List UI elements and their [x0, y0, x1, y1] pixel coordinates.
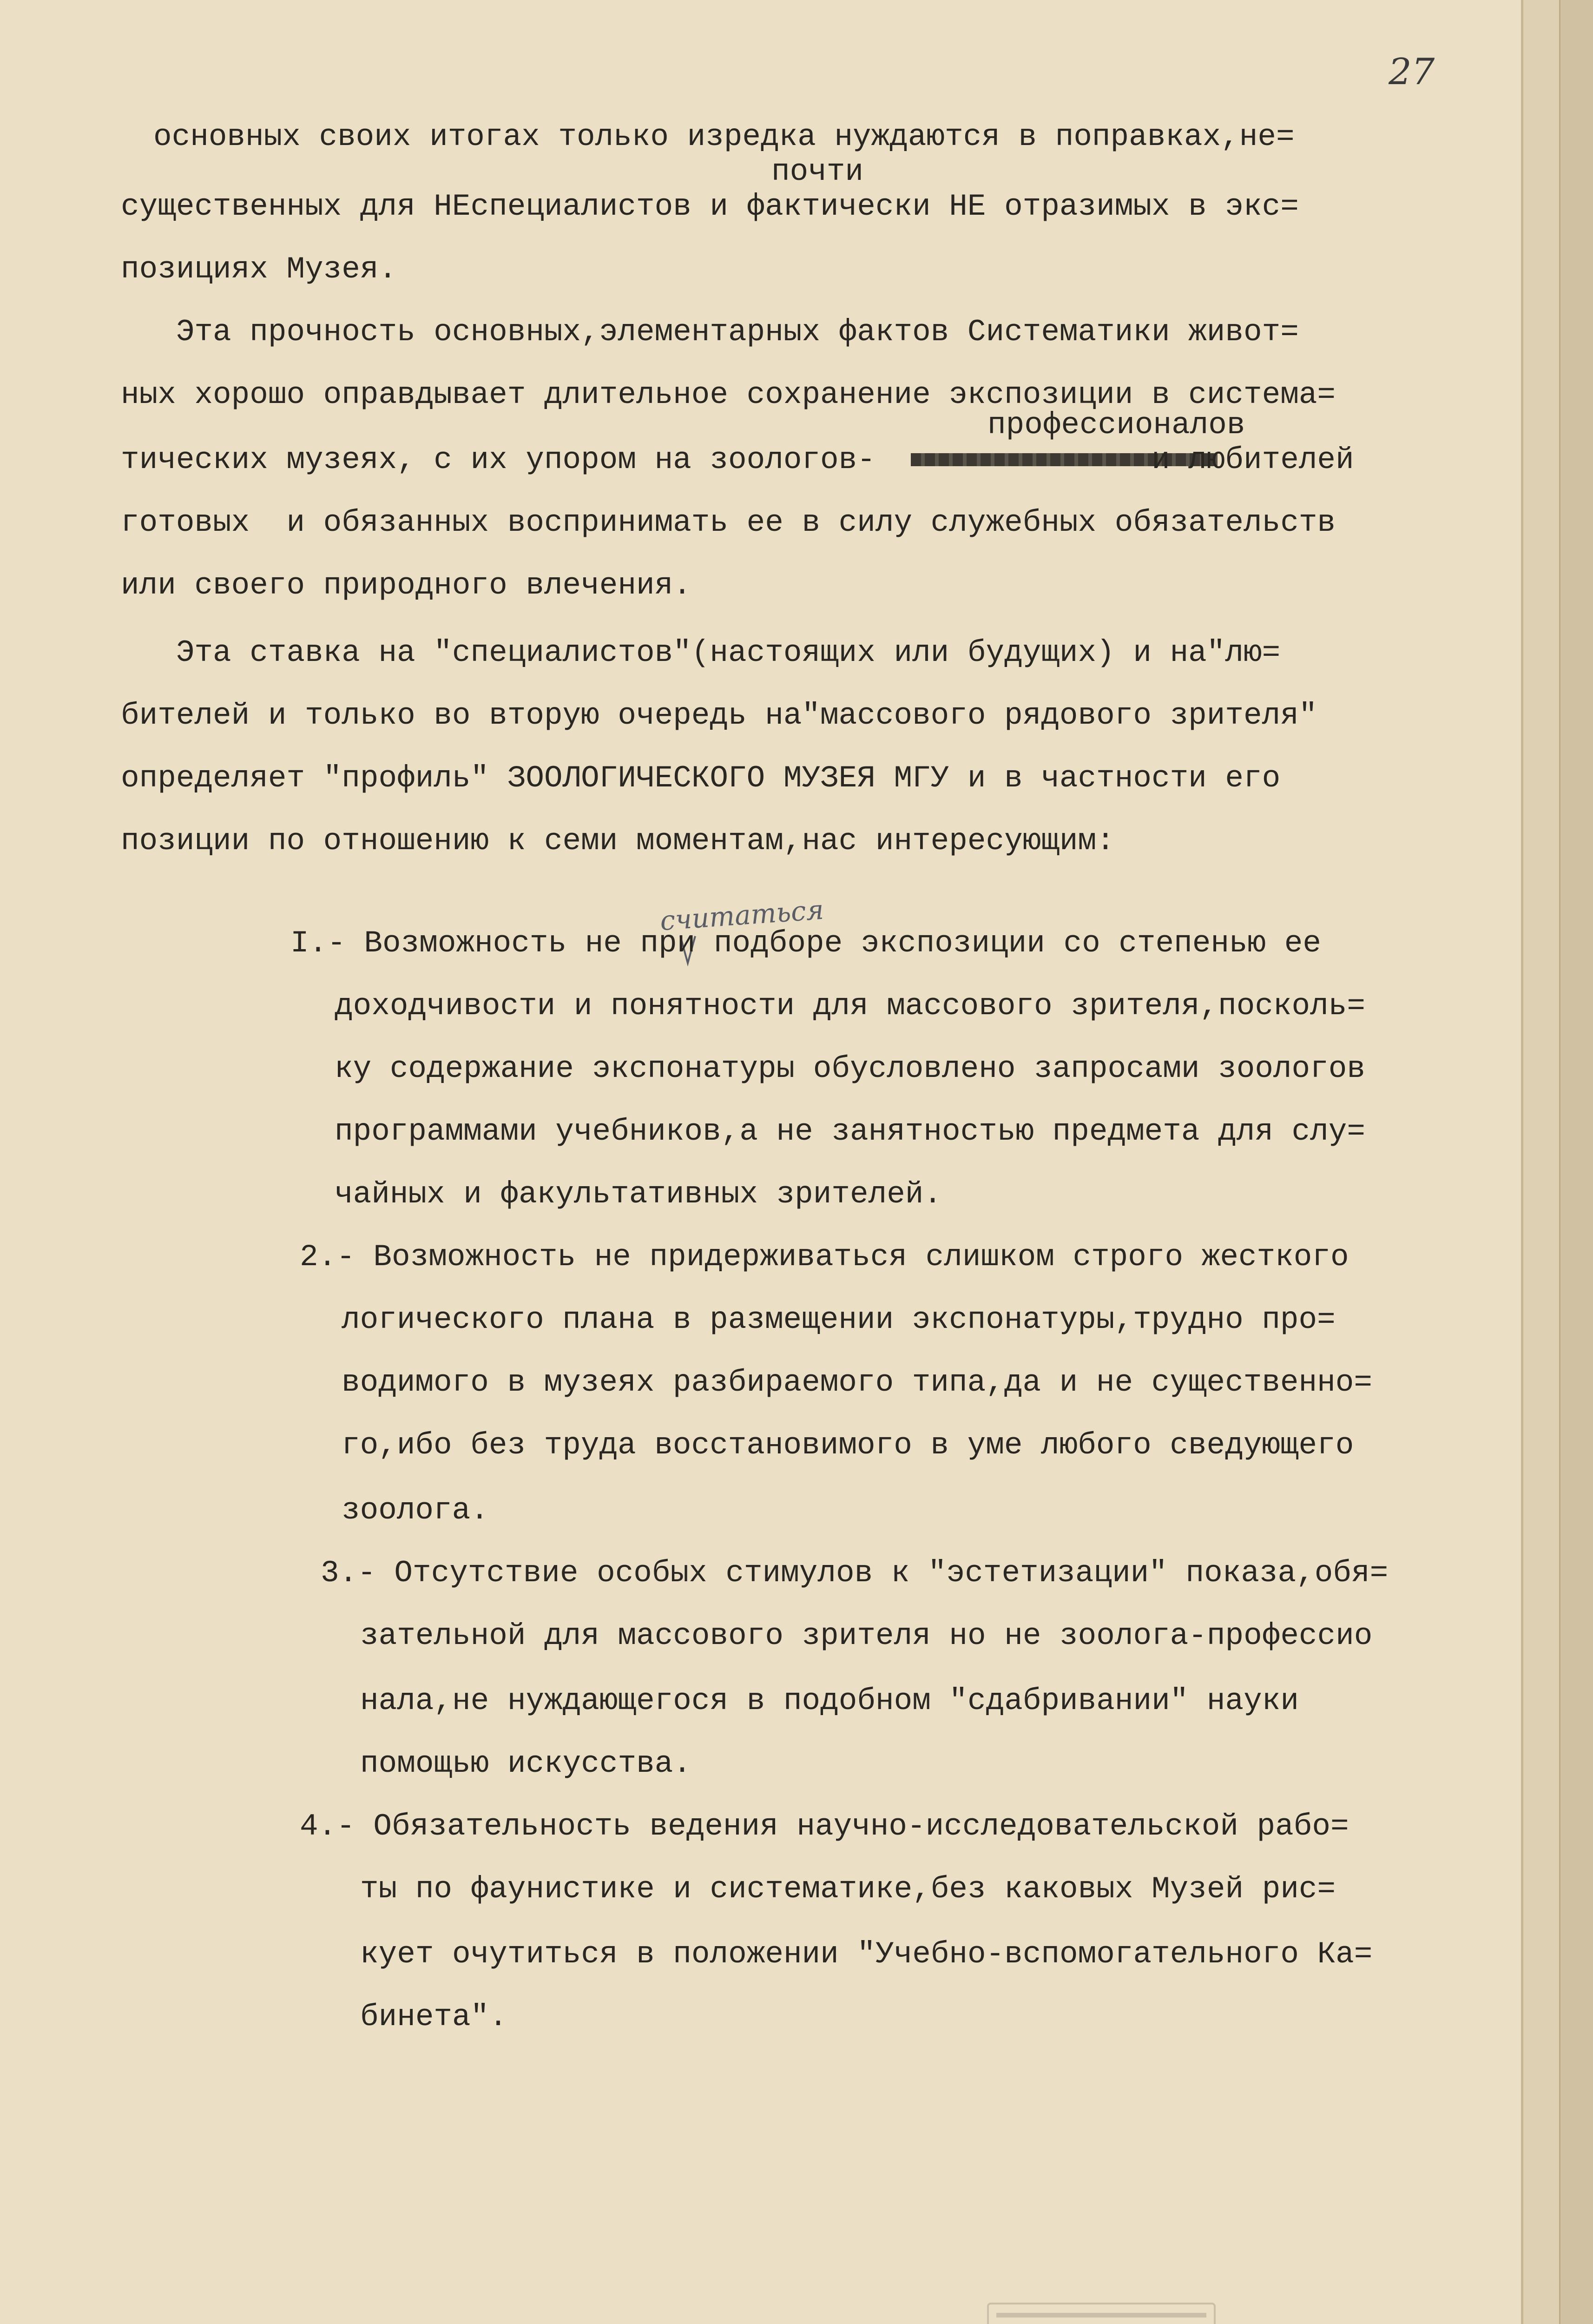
archive-stamp-mark: [985, 2301, 1218, 2324]
text-line-11: определяет "профиль" ЗООЛОГИЧЕСКОГО МУЗЕЯ МГУ и в частности его: [121, 761, 1281, 796]
text-line-7: готовых и обязанных воспринимать ее в силу служебных обязательств: [121, 505, 1336, 540]
list-item-2-line-2: логического плана в размещении экспонатуры,трудно про=: [342, 1302, 1336, 1337]
list-item-3-line-3: нала,не нуждающегося в подобном "сдабривании" науки: [360, 1684, 1299, 1718]
text-line-12: позиции по отношению к семи моментам,нас интересующим:: [121, 824, 1115, 858]
page-number: 27: [1389, 51, 1435, 93]
list-item-1-line-4: программами учебников,а не занятностью предмета для слу=: [335, 1114, 1365, 1149]
list-item-3-line-4: помощью искусства.: [360, 1746, 691, 1781]
text-line-6: тических музеях, с их упором на зоологов- и любителей: [121, 442, 1354, 477]
list-item-2-line-1: 2.- Возможность не придерживаться слишком строго жесткого: [300, 1240, 1349, 1274]
handwritten-insert-schitatsya: считаться: [659, 893, 825, 937]
page-stack-edge: [1521, 0, 1593, 2324]
list-item-4-line-4: бинета".: [360, 2000, 507, 2034]
text-line-5: ных хорошо оправдывает длительное сохранение экспозиции в система=: [121, 377, 1336, 412]
text-line-1: основных своих итогах только изредка нуждаются в поправках,не=: [153, 119, 1295, 154]
list-item-3-line-2: зательной для массового зрителя но не зоолога-профессио: [360, 1618, 1373, 1653]
list-item-4-line-2: ты по фаунистике и систематике,без каковых Музей рис=: [360, 1872, 1336, 1907]
list-item-4-line-1: 4.- Обязательность ведения научно-исследовательской рабо=: [300, 1809, 1349, 1844]
list-item-1-line-5: чайных и факультативных зрителей.: [335, 1177, 942, 1212]
list-item-4-line-3: кует очутиться в положении "Учебно-вспомогательного Ка=: [360, 1937, 1373, 1972]
list-item-2-line-4: го,ибо без труда восстановимого в уме любого сведующего: [342, 1428, 1354, 1463]
interlinear-insert-pochti: почти: [771, 154, 864, 189]
text-line-3: позициях Музея.: [121, 252, 397, 287]
interlinear-insert-professionalov: профессионалов: [987, 408, 1245, 442]
list-item-3-line-1: 3.- Отсутствие особых стимулов к "эстетизации" показа,обя=: [321, 1556, 1389, 1591]
page-stack-edge-inner: [1559, 0, 1593, 2324]
list-item-2-line-5: зоолога.: [342, 1493, 489, 1528]
text-line-4: Эта прочность основных,элементарных фактов Систематики живот=: [121, 315, 1299, 350]
text-line-2: существенных для НЕспециалистов и фактически НЕ отразимых в экс=: [121, 189, 1299, 224]
list-item-1-line-3: ку содержание экспонатуры обусловлено запросами зоологов: [335, 1051, 1365, 1086]
text-line-10: бителей и только во вторую очередь на"массового рядового зрителя": [121, 698, 1317, 733]
list-item-1-line-1: I.- Возможность не при подборе экспозиции со степенью ее: [290, 926, 1321, 961]
text-line-8: или своего природного влечения.: [121, 568, 691, 603]
list-item-2-line-3: водимого в музеях разбираемого типа,да и не существенно=: [342, 1365, 1372, 1400]
list-item-1-line-2: доходчивости и понятности для массового зрителя,посколь=: [335, 989, 1365, 1023]
text-line-9: Эта ставка на "специалистов"(настоящих или будущих) и на"лю=: [121, 635, 1281, 670]
